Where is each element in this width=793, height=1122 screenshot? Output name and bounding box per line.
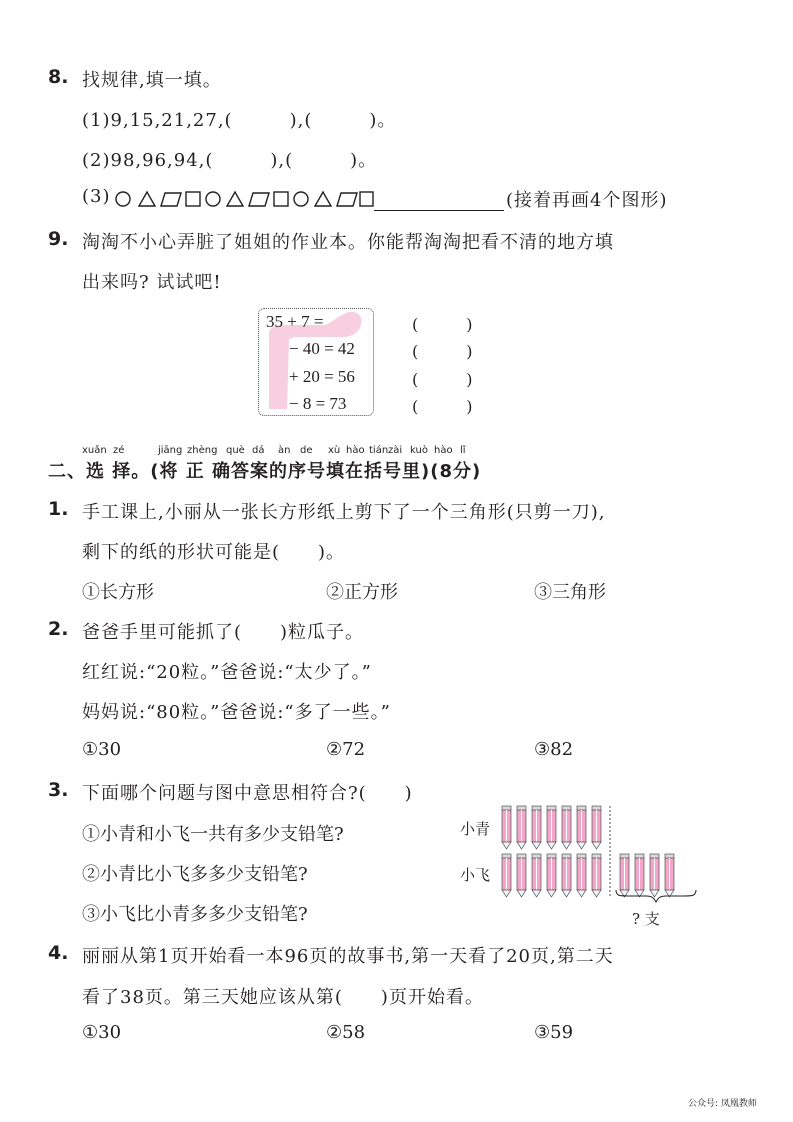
square-shape xyxy=(186,192,200,206)
square-shape xyxy=(274,192,288,206)
answer-blank-4[interactable]: ( ) xyxy=(412,397,473,416)
choice1-option-c[interactable]: ③三角形 xyxy=(534,582,606,603)
pencil-icon xyxy=(620,854,629,897)
q8-line3-suffix: (接着再画4个图形) xyxy=(506,190,668,211)
q8-title: 找规律,填一填。 xyxy=(82,70,222,91)
choice4-option-c[interactable]: ③59 xyxy=(534,1022,574,1043)
circle-shape xyxy=(206,192,220,206)
pencil-diagram xyxy=(496,804,706,908)
choice2-option-a[interactable]: ①30 xyxy=(82,739,122,760)
question-number-8: 8. xyxy=(48,66,69,88)
parallelogram-shape xyxy=(161,193,181,206)
pinyin-jiang: jiāng xyxy=(158,445,183,456)
section-instruction: (将 正 确答案的序号填在括号里)(8分) xyxy=(150,461,482,482)
choice3-option-a[interactable]: ①小青和小飞一共有多少支铅笔? xyxy=(82,824,344,845)
pencil-icon xyxy=(592,806,601,849)
equation-2: − 40 = 42 xyxy=(289,339,355,358)
pinyin-hao2: hào xyxy=(434,445,453,456)
section-title: 选 择。 xyxy=(86,461,151,482)
pinyin-xu: xù xyxy=(328,445,341,456)
q8-line3-prefix: (3) xyxy=(82,186,111,207)
choice4-option-a[interactable]: ①30 xyxy=(82,1022,122,1043)
q9-line1: 淘淘不小心弄脏了姐姐的作业本。你能帮淘淘把看不清的地方填 xyxy=(82,232,614,253)
choice-number-3: 3. xyxy=(48,779,69,801)
choice3-option-c[interactable]: ③小飞比小青多多少支铅笔? xyxy=(82,904,308,925)
choice2-line2: 红红说:“20粒。”爸爸说:“太少了。” xyxy=(82,662,372,683)
answer-blank-1[interactable]: ( ) xyxy=(412,315,473,334)
choice3-line1: 下面哪个问题与图中意思相符合?( ) xyxy=(82,783,413,804)
equation-1: 35 + 7 = xyxy=(266,312,324,331)
choice-number-4: 4. xyxy=(48,942,69,964)
pencil-icon xyxy=(635,854,644,897)
choice4-line1: 丽丽从第1页开始看一本96页的故事书,第一天看了20页,第二天 xyxy=(82,946,614,967)
choice1-line1: 手工课上,小丽从一张长方形纸上剪下了一个三角形(只剪一刀), xyxy=(82,502,606,523)
brace-label: ? 支 xyxy=(632,910,660,928)
pinyin-kuo: kuò xyxy=(410,445,428,456)
pencil-icon xyxy=(547,806,556,849)
square-shape xyxy=(360,192,373,206)
pencil-icon xyxy=(665,854,674,897)
section-number: 二、 xyxy=(48,461,86,482)
choice-number-1: 1. xyxy=(48,498,69,520)
label-xiaofei: 小飞 xyxy=(460,866,491,884)
equation-4: − 8 = 73 xyxy=(289,394,347,413)
choice2-option-c[interactable]: ③82 xyxy=(534,739,574,760)
shape-sequence xyxy=(114,187,374,211)
pencil-icon xyxy=(592,854,601,897)
choice2-option-b[interactable]: ②72 xyxy=(326,739,366,760)
answer-blank-2[interactable]: ( ) xyxy=(412,342,473,361)
choice1-line2: 剩下的纸的形状可能是( )。 xyxy=(82,542,346,563)
pencil-icon xyxy=(517,806,526,849)
pencil-icon xyxy=(577,806,586,849)
footer-text: 公众号: 凤凰教师 xyxy=(688,1099,757,1109)
pinyin-de: de xyxy=(300,445,313,456)
pencil-icon xyxy=(577,854,586,897)
parallelogram-shape xyxy=(337,193,357,206)
choice2-line3: 妈妈说:“80粒。”爸爸说:“多了一些。” xyxy=(82,702,391,723)
pinyin-que: què xyxy=(226,445,245,456)
pencil-icon xyxy=(532,806,541,849)
pinyin-zheng: zhèng xyxy=(187,445,218,456)
choice-number-2: 2. xyxy=(48,618,69,640)
question-number-9: 9. xyxy=(48,228,69,250)
pinyin-ze: zé xyxy=(113,445,125,456)
pencils-xiaofei xyxy=(502,854,674,897)
section-heading xyxy=(48,457,481,483)
choice1-option-b[interactable]: ②正方形 xyxy=(326,582,398,603)
pinyin-li: lǐ xyxy=(460,445,466,456)
pencil-icon xyxy=(547,854,556,897)
pinyin-da: dá xyxy=(252,445,265,456)
q8-answer-line[interactable] xyxy=(374,210,504,211)
circle-shape xyxy=(116,192,130,206)
triangle-shape xyxy=(315,192,331,206)
circle-shape xyxy=(294,192,308,206)
pencil-icon xyxy=(532,854,541,897)
pinyin-an: àn xyxy=(278,445,291,456)
q8-line2: (2)98,96,94,( ),( )。 xyxy=(82,150,378,171)
pinyin-tian: tián xyxy=(369,445,389,456)
triangle-shape xyxy=(139,192,155,206)
triangle-shape xyxy=(227,192,243,206)
choice4-option-b[interactable]: ②58 xyxy=(326,1022,366,1043)
pinyin-hao: hào xyxy=(346,445,365,456)
label-xiaoqing: 小青 xyxy=(460,820,491,838)
choice3-option-b[interactable]: ②小青比小飞多多少支铅笔? xyxy=(82,864,308,885)
pencil-icon xyxy=(502,806,511,849)
choice1-option-a[interactable]: ①长方形 xyxy=(82,582,154,603)
choice2-line1: 爸爸手里可能抓了( )粒瓜子。 xyxy=(82,622,365,643)
equation-3: + 20 = 56 xyxy=(289,367,355,386)
pinyin-xuan: xuǎn xyxy=(82,445,107,456)
pencil-icon xyxy=(517,854,526,897)
pinyin-zai: zài xyxy=(388,445,403,456)
pencil-icon xyxy=(562,806,571,849)
answer-blank-3[interactable]: ( ) xyxy=(412,370,473,389)
q9-line2: 出来吗? 试试吧! xyxy=(82,272,222,293)
parallelogram-shape xyxy=(249,193,269,206)
pencil-icon xyxy=(650,854,659,897)
pencil-icon xyxy=(502,854,511,897)
pencils-xiaoqing xyxy=(502,806,601,849)
pencil-icon xyxy=(562,854,571,897)
q8-line1: (1)9,15,21,27,( ),( )。 xyxy=(82,110,397,131)
choice4-line2: 看了38页。第三天她应该从第( )页开始看。 xyxy=(82,987,484,1008)
